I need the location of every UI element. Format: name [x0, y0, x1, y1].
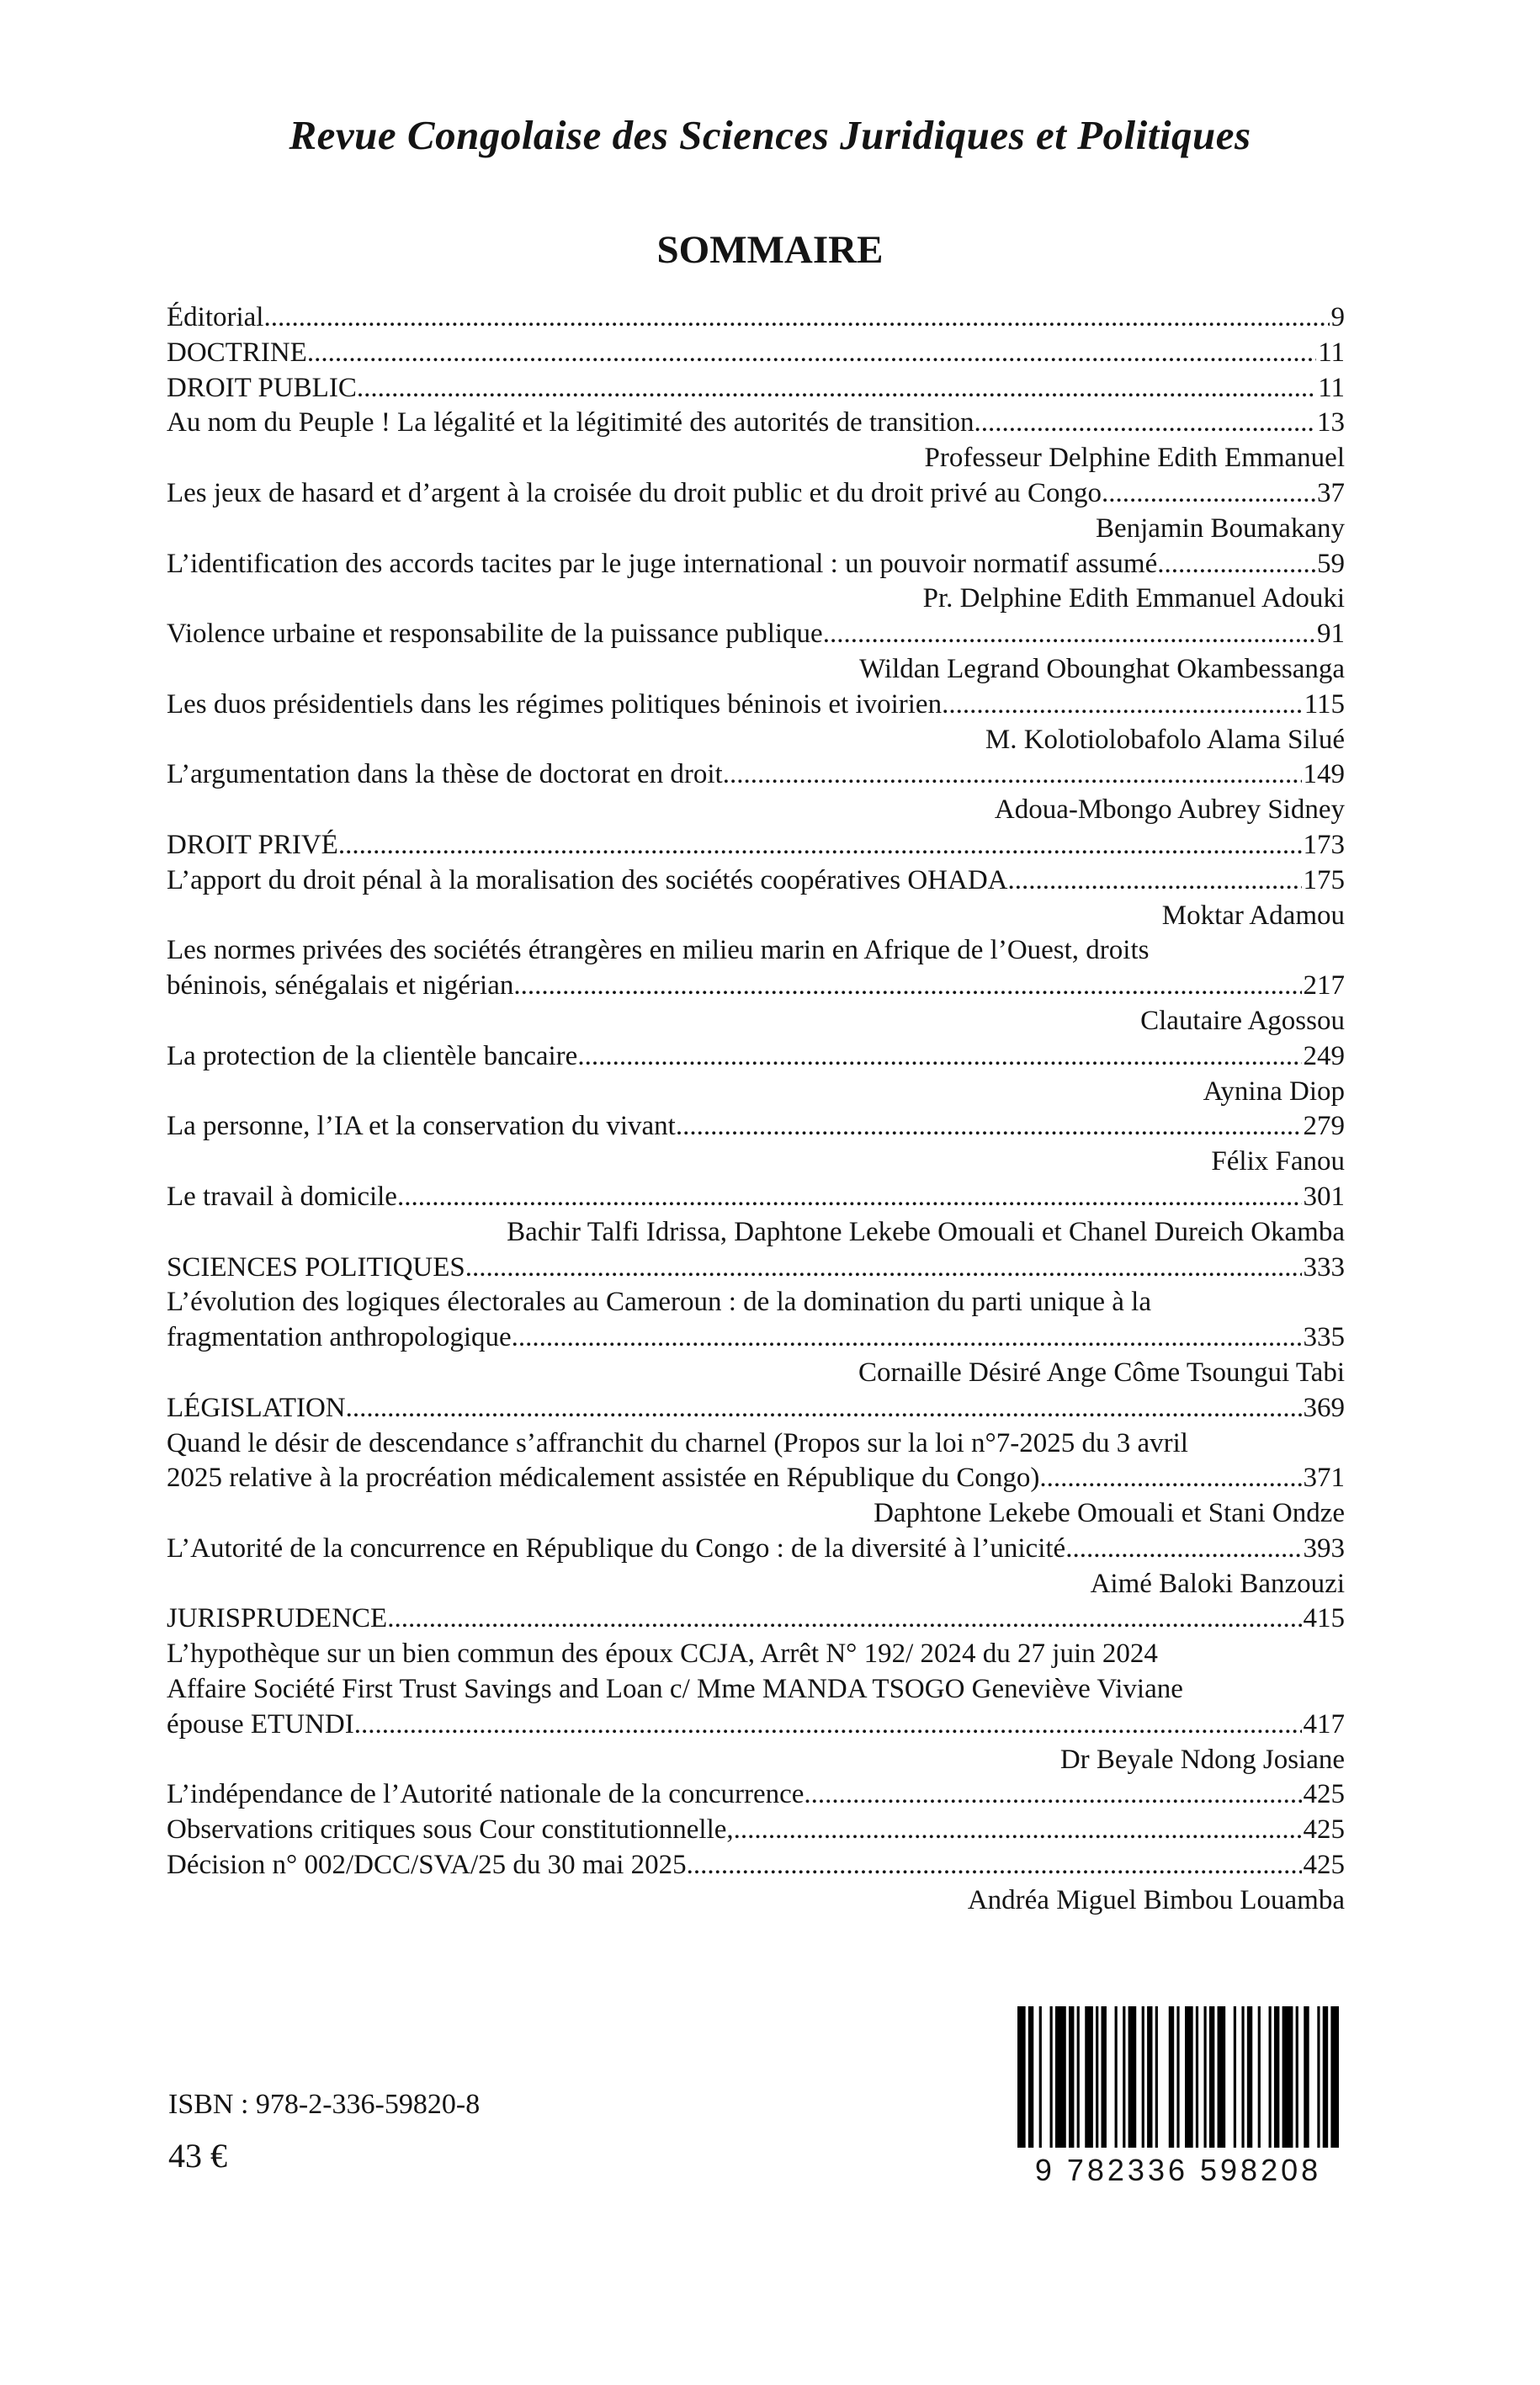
barcode [1014, 2006, 1342, 2191]
dot-leader [1065, 1532, 1301, 1567]
barcode-bar [1169, 2006, 1174, 2148]
toc-page-number: 11 [1318, 337, 1345, 368]
barcode-bar [1330, 2006, 1339, 2148]
toc-page-number: 393 [1303, 1532, 1345, 1564]
dot-leader [1008, 863, 1302, 899]
isbn: ISBN : 978-2-336-59820-8 [168, 2089, 481, 2120]
toc-entry-title: LÉGISLATION [167, 1392, 346, 1423]
toc-page-number: 249 [1303, 1040, 1345, 1071]
toc-entry-title-line: L’évolution des logiques électorales au Cameroun : de la domination du parti unique à la [167, 1287, 1151, 1318]
toc-entry-title: L’identification des accords tacites par le juge international : un pouvoir normatif assumé [167, 548, 1158, 579]
barcode-bar [1039, 2006, 1042, 2148]
dot-leader [513, 969, 1301, 1004]
dot-leader [512, 1320, 1302, 1356]
toc-page-number: 425 [1303, 1850, 1345, 1881]
toc-entry [167, 1109, 1345, 1145]
toc-entry [167, 757, 1345, 793]
dot-leader [723, 757, 1302, 793]
toc-entry-title: béninois, sénégalais et nigérian [167, 970, 514, 1001]
toc-page-number: 13 [1317, 407, 1345, 438]
toc-entry-title: DROIT PRIVÉ [167, 829, 338, 860]
toc-entry-title: L’Autorité de la concurrence en République du Congo : de la diversité à l’unicité [167, 1532, 1066, 1564]
toc-entry [167, 1848, 1345, 1883]
dot-leader [397, 1180, 1302, 1215]
toc-entry-title-line: Affaire Société First Trust Savings and Loan c/ Mme MANDA TSOGO Geneviève Viviane [167, 1674, 1183, 1705]
dot-leader [823, 617, 1315, 652]
barcode-bar [1274, 2006, 1279, 2148]
barcode-bar [1241, 2006, 1244, 2148]
dot-leader [687, 1848, 1302, 1883]
toc-page-number: 371 [1303, 1463, 1345, 1494]
dot-leader [263, 300, 1329, 336]
toc-entry-title-line: Les normes privées des sociétés étrangères en milieu marin en Afrique de l’Ouest, droits [167, 935, 1150, 966]
toc-entry-title: Décision n° 002/DCC/SVA/25 du 30 mai 2025 [167, 1850, 687, 1881]
toc-entry-title: Violence urbaine et responsabilite de la puissance publique [167, 619, 823, 650]
toc-entry-title: Les jeux de hasard et d’argent à la croisée du droit public et du droit privé au Congo [167, 477, 1102, 508]
toc-entry [167, 1320, 1345, 1356]
toc-page-number: 59 [1317, 548, 1345, 579]
barcode-bar [1128, 2006, 1137, 2148]
toc-entry-title: DROIT PUBLIC [167, 372, 357, 403]
toc-author: Andréa Miguel Bimbou Louamba [967, 1884, 1345, 1915]
toc-page-number: 333 [1303, 1251, 1345, 1283]
toc-author: Pr. Delphine Edith Emmanuel Adouki [922, 583, 1345, 614]
toc-entry-title: épouse ETUNDI [167, 1708, 354, 1740]
toc-author: Cornaille Désiré Ange Côme Tsoungui Tabi [858, 1357, 1345, 1388]
barcode-digits: 9 782336 598208 [1034, 2153, 1322, 2187]
barcode-bar [1218, 2006, 1226, 2148]
toc-page-number: 173 [1303, 829, 1345, 860]
toc-entry-title: Les duos présidentiels dans les régimes politiques béninois et ivoirien [167, 688, 943, 720]
barcode-bar [1115, 2006, 1118, 2148]
toc-entry [167, 617, 1345, 652]
barcode-bar [1269, 2006, 1272, 2148]
toc-author: Clautaire Agossou [1140, 1005, 1345, 1036]
barcode-bar [1028, 2006, 1033, 2148]
toc-entry [167, 1602, 1345, 1637]
barcode-bar [1258, 2006, 1261, 2148]
toc-entry [167, 1461, 1345, 1496]
barcode-icon [1014, 2006, 1342, 2148]
barcode-bar [1234, 2006, 1236, 2148]
toc-page-number: 91 [1317, 619, 1345, 650]
toc-page-number: 279 [1303, 1111, 1345, 1142]
toc-author: Wildan Legrand Obounghat Okambessanga [859, 653, 1345, 684]
toc-entry [167, 371, 1345, 406]
toc-entry-title: Observations critiques sous Cour constitutionnelle, [167, 1814, 734, 1846]
dot-leader [1102, 476, 1315, 512]
dot-leader [346, 1391, 1302, 1426]
toc-entry-title: fragmentation anthropologique [167, 1322, 512, 1353]
barcode-bar [1077, 2006, 1080, 2148]
toc-entry [167, 1039, 1345, 1075]
price: 43 € [168, 2137, 227, 2175]
barcode-bar [1317, 2006, 1320, 2148]
sommaire-heading: SOMMAIRE [656, 228, 884, 272]
toc-page-number: 369 [1303, 1392, 1345, 1423]
toc-entry [167, 969, 1345, 1004]
barcode-bar [1069, 2006, 1074, 2148]
toc-page-number: 417 [1303, 1708, 1345, 1740]
toc-entry [167, 406, 1345, 441]
toc-entry-title: Le travail à domicile [167, 1181, 397, 1212]
barcode-bar [1304, 2006, 1309, 2148]
toc-entry-title: L’argumentation dans la thèse de doctorat en droit [167, 759, 723, 790]
toc-entry [167, 828, 1345, 863]
barcode-bar [1209, 2006, 1214, 2148]
toc-author: Daphtone Lekebe Omouali et Stani Ondze [874, 1498, 1345, 1529]
barcode-bar [1142, 2006, 1144, 2148]
barcode-bar [1017, 2006, 1026, 2148]
dot-leader [804, 1777, 1301, 1813]
dot-leader [354, 1708, 1302, 1743]
toc-page-number: 37 [1317, 477, 1345, 508]
dot-leader [338, 828, 1302, 863]
toc-page-number: 115 [1304, 688, 1345, 720]
dot-leader [387, 1602, 1301, 1637]
toc-entry-title: Éditorial [167, 302, 264, 332]
barcode-bar [1296, 2006, 1298, 2148]
toc-entry-title: La personne, l’IA et la conservation du vivant [167, 1111, 676, 1142]
barcode-bar [1102, 2006, 1107, 2148]
toc-entry [167, 1251, 1345, 1286]
toc-entry [167, 300, 1345, 336]
toc-author: Aimé Baloki Banzouzi [1090, 1568, 1345, 1599]
dot-leader [307, 336, 1316, 371]
barcode-bar [1147, 2006, 1152, 2148]
dot-leader [1039, 1461, 1301, 1496]
toc-author: M. Kolotiolobafolo Alama Silué [985, 724, 1345, 755]
toc-page-number: 335 [1303, 1322, 1345, 1353]
toc-entry-title: JURISPRUDENCE [167, 1603, 388, 1634]
dot-leader [734, 1813, 1302, 1848]
toc-entry-title: 2025 relative à la procréation médicalement assistée en République du Congo) [167, 1463, 1040, 1494]
toc-entry [167, 547, 1345, 582]
toc-entry-title: DOCTRINE [167, 337, 307, 368]
dot-leader [357, 371, 1316, 406]
toc-author: Adoua-Mbongo Aubrey Sidney [994, 794, 1345, 826]
toc-page-number: 9 [1330, 302, 1345, 332]
toc-author: Dr Beyale Ndong Josiane [1059, 1744, 1345, 1775]
toc-entry [167, 336, 1345, 371]
barcode-bar [1282, 2006, 1293, 2148]
toc-entry-title: L’apport du droit pénal à la moralisation des sociétés coopératives OHADA [167, 864, 1008, 895]
barcode-bar [1323, 2006, 1328, 2148]
toc-entry [167, 1777, 1345, 1813]
barcode-bar [1123, 2006, 1125, 2148]
toc-page-number: 425 [1303, 1779, 1345, 1810]
toc-entry [167, 1708, 1345, 1743]
toc-entry [167, 1180, 1345, 1215]
barcode-bar [1155, 2006, 1158, 2148]
barcode-bar [1204, 2006, 1207, 2148]
toc-page-number: 301 [1303, 1181, 1345, 1212]
toc-page-number: 425 [1303, 1814, 1345, 1846]
toc-author: Professeur Delphine Edith Emmanuel [924, 443, 1345, 474]
toc-page-number: 175 [1303, 864, 1345, 895]
table-of-contents [167, 300, 1345, 1919]
toc-author: Moktar Adamou [1161, 900, 1345, 931]
toc-entry [167, 476, 1345, 512]
dot-leader [465, 1251, 1302, 1286]
toc-entry-title: Au nom du Peuple ! La légalité et la légitimité des autorités de transition [167, 407, 974, 438]
toc-author: Félix Fanou [1211, 1146, 1345, 1177]
toc-page-number: 149 [1303, 759, 1345, 790]
barcode-bar [1055, 2006, 1066, 2148]
toc-entry [167, 1532, 1345, 1567]
toc-page-number: 415 [1303, 1603, 1345, 1634]
toc-author: Benjamin Boumakany [1095, 513, 1345, 544]
dot-leader [974, 406, 1316, 441]
toc-entry-title-line: Quand le désir de descendance s’affranchit du charnel (Propos sur la loi n°7-2025 du 3 avril [167, 1427, 1188, 1458]
toc-entry-title: La protection de la clientèle bancaire [167, 1040, 578, 1071]
barcode-bar [1196, 2006, 1198, 2148]
dot-leader [1157, 547, 1315, 582]
toc-entry [167, 1813, 1345, 1848]
toc-entry [167, 1391, 1345, 1426]
toc-entry-title: SCIENCES POLITIQUES [167, 1251, 465, 1283]
barcode-bar [1050, 2006, 1053, 2148]
dot-leader [676, 1109, 1302, 1145]
barcode-bar [1096, 2006, 1098, 2148]
toc-page-number: 11 [1318, 372, 1345, 403]
toc-author: Bachir Talfi Idrissa, Daphtone Lekebe Omouali et Chanel Dureich Okamba [507, 1216, 1345, 1247]
toc-author: Aynina Diop [1203, 1076, 1345, 1107]
barcode-bar [1085, 2006, 1093, 2148]
toc-entry-title-line: L’hypothèque sur un bien commun des époux CCJA, Arrêt N° 192/ 2024 du 27 juin 2024 [167, 1639, 1158, 1670]
dot-leader [942, 688, 1303, 723]
toc-entry [167, 688, 1345, 723]
barcode-bar [1176, 2006, 1179, 2148]
toc-entry-title: L’indépendance de l’Autorité nationale de la concurrence [167, 1779, 805, 1810]
journal-title: Revue Congolaise des Sciences Juridiques et Politiques [289, 112, 1251, 158]
toc-entry [167, 863, 1345, 899]
toc-page-number: 217 [1303, 970, 1345, 1001]
barcode-bar [1247, 2006, 1252, 2148]
dot-leader [577, 1039, 1301, 1075]
barcode-bar [1185, 2006, 1193, 2148]
